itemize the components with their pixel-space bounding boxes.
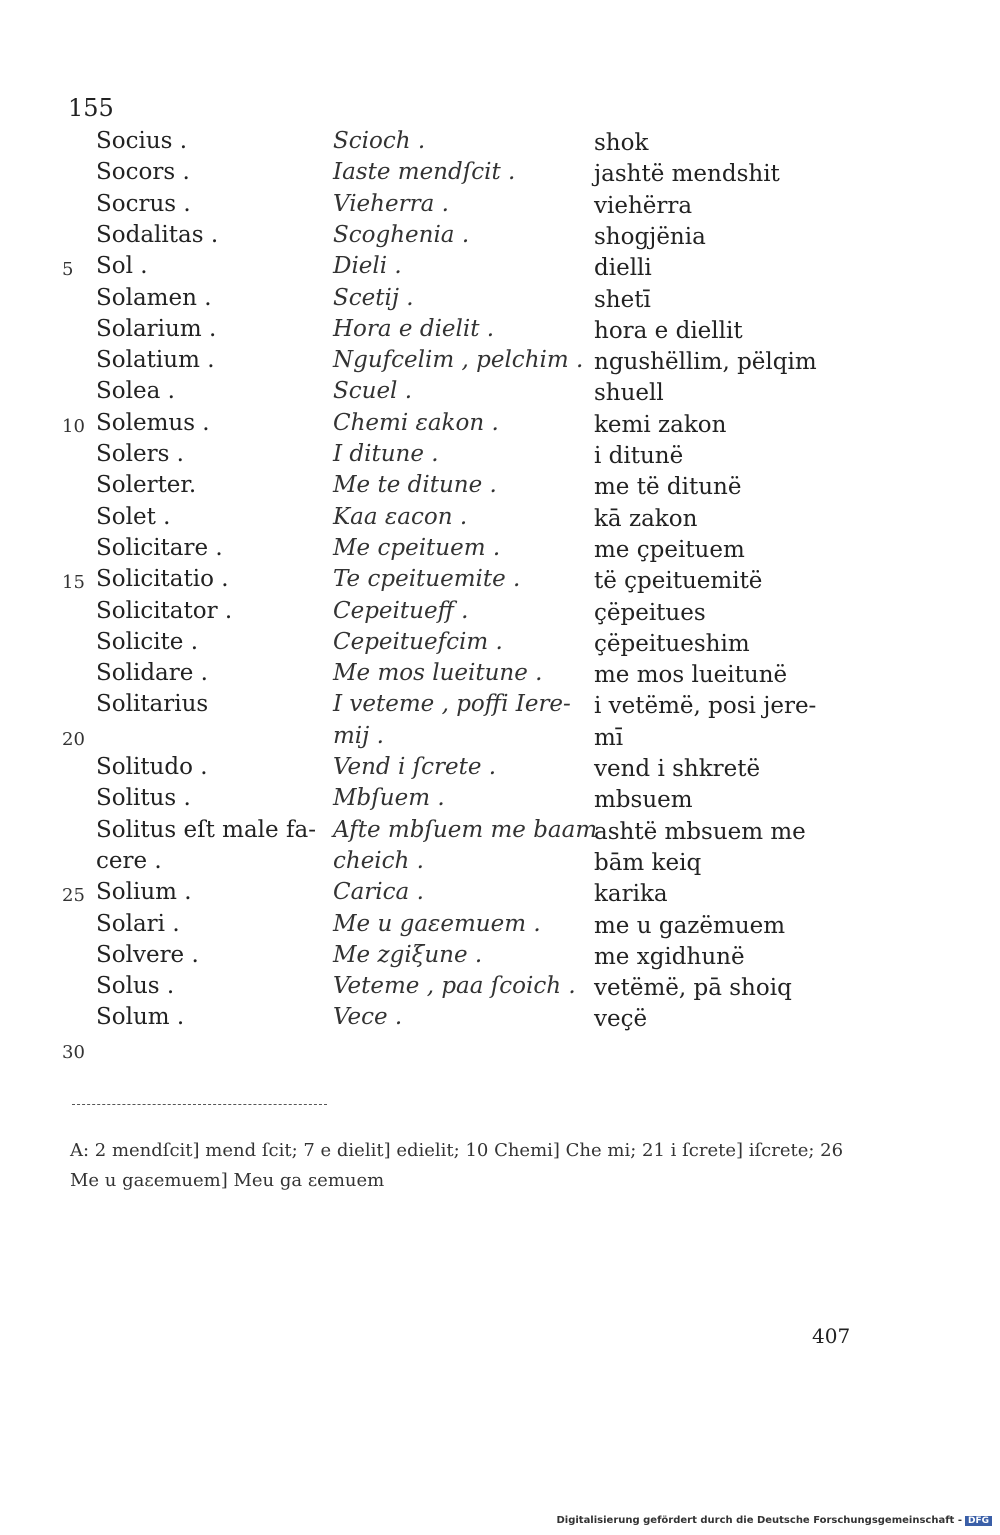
- table-row: [0, 253, 1000, 285]
- table-row: [0, 285, 1000, 317]
- line-number: 20: [62, 728, 85, 750]
- dfg-logo: DFG: [965, 1516, 992, 1526]
- page-header-number: 155: [68, 94, 114, 122]
- old-albanian-term: I veteme , poffi Iere-: [333, 691, 571, 718]
- modern-albanian-term: veçë: [594, 1006, 648, 1033]
- line-number: 15: [62, 572, 85, 594]
- latin-term: Solicite .: [96, 628, 199, 655]
- latin-term: Solatium .: [96, 347, 215, 374]
- modern-albanian-term: shogjënia: [594, 223, 706, 250]
- latin-term: Socrus .: [96, 190, 191, 217]
- latin-term: Solitarius: [96, 691, 209, 718]
- modern-albanian-term: i vetëmë, posi jere-: [594, 693, 817, 720]
- table-row: [0, 316, 1000, 348]
- table-row: [0, 347, 1000, 379]
- table-row: [0, 566, 1000, 598]
- table-row: [0, 128, 1000, 160]
- old-albanian-term: Iaste mendſcit .: [333, 159, 516, 186]
- table-row: [0, 191, 1000, 223]
- table-row: [0, 159, 1000, 191]
- modern-albanian-term: çëpeitues: [594, 599, 706, 626]
- page-number: 407: [812, 1324, 851, 1348]
- old-albanian-term: cheich .: [333, 847, 424, 874]
- latin-term: Solitus .: [96, 785, 191, 812]
- table-row: [0, 848, 1000, 880]
- old-albanian-term: I ditune .: [333, 441, 439, 467]
- latin-term: Solet .: [96, 503, 171, 530]
- modern-albanian-term: hora e diellit: [594, 317, 743, 344]
- table-row: [0, 535, 1000, 567]
- table-row: [0, 660, 1000, 692]
- modern-albanian-term: ashtë mbsuem me: [594, 818, 806, 845]
- modern-albanian-term: me mos lueitunë: [594, 662, 788, 689]
- old-albanian-term: Scioch .: [333, 128, 426, 154]
- old-albanian-term: Cepeitueff .: [333, 597, 469, 624]
- line-number: 25: [62, 885, 85, 907]
- modern-albanian-term: mbsuem: [594, 787, 693, 814]
- old-albanian-term: Te cpeituemite .: [333, 566, 521, 593]
- old-albanian-term: Scuel .: [333, 378, 413, 405]
- latin-term: cere .: [96, 847, 162, 874]
- latin-term: Socors .: [96, 159, 190, 186]
- modern-albanian-term: ngushëllim, pëlqim: [594, 349, 817, 376]
- latin-term: Solvere .: [96, 941, 199, 968]
- latin-term: Sodalitas .: [96, 221, 219, 248]
- modern-albanian-term: vend i shkretë: [594, 756, 761, 782]
- modern-albanian-term: i ditunë: [594, 443, 684, 469]
- table-row: [0, 754, 1000, 786]
- modern-albanian-term: bām keiq: [594, 849, 702, 876]
- old-albanian-term: Me mos lueitune .: [333, 660, 543, 687]
- modern-albanian-term: kā zakon: [594, 505, 698, 532]
- line-number: 10: [62, 415, 85, 437]
- old-albanian-term: Vend i ſcrete .: [333, 754, 497, 780]
- table-row: [0, 1036, 1000, 1068]
- old-albanian-term: Scoghenia .: [333, 221, 470, 248]
- modern-albanian-term: me xgidhunë: [594, 943, 745, 970]
- modern-albanian-term: karika: [594, 881, 668, 908]
- table-row: [0, 785, 1000, 817]
- credit-text: Digitalisierung gefördert durch die Deutsche Forschungsgemeinschaft -: [556, 1515, 962, 1526]
- line-number: 30: [62, 1041, 85, 1063]
- latin-term: Solemus .: [96, 409, 210, 436]
- modern-albanian-term: me të ditunë: [594, 474, 742, 501]
- modern-albanian-term: shok: [594, 130, 649, 156]
- latin-term: Socius .: [96, 128, 188, 154]
- table-row: [0, 817, 1000, 849]
- table-row: [0, 691, 1000, 723]
- old-albanian-term: Me te ditune .: [333, 472, 497, 499]
- latin-term: Solea .: [96, 378, 175, 405]
- modern-albanian-term: shuell: [594, 380, 664, 407]
- latin-term: Sol .: [96, 253, 148, 280]
- table-row: [0, 879, 1000, 911]
- old-albanian-term: Mbſuem .: [333, 785, 445, 812]
- table-row: [0, 629, 1000, 661]
- table-row: [0, 441, 1000, 473]
- latin-term: Solitudo .: [96, 754, 208, 780]
- latin-term: Solidare .: [96, 660, 208, 687]
- latin-term: Solus .: [96, 973, 175, 1000]
- table-row: [0, 942, 1000, 974]
- old-albanian-term: Me zgiξune .: [333, 941, 483, 968]
- footnote-apparatus: A: 2 mendſcit] mend ſcit; 7 e dielit] edielit; 10 Chemi] Che mi; 21 i ſcrete] iſcrete; 26 Me u gaεemuem] Meu ga εemuem: [70, 1140, 844, 1191]
- latin-term: Solamen .: [96, 284, 212, 311]
- modern-albanian-term: viehërra: [594, 192, 693, 219]
- latin-term: Solium .: [96, 879, 192, 906]
- table-row: [0, 911, 1000, 943]
- latin-term: Solicitatio .: [96, 566, 229, 593]
- modern-albanian-term: me çpeituem: [594, 536, 745, 563]
- modern-albanian-term: dielli: [594, 255, 652, 282]
- latin-term: Solari .: [96, 910, 180, 937]
- old-albanian-term: Kaa εacon .: [333, 503, 468, 530]
- table-row: [0, 222, 1000, 254]
- latin-term: Solarium .: [96, 315, 217, 342]
- table-row: [0, 410, 1000, 442]
- modern-albanian-term: çëpeitueshim: [594, 630, 750, 657]
- old-albanian-term: Chemi εakon .: [333, 409, 499, 436]
- modern-albanian-term: kemi zakon: [594, 411, 727, 438]
- modern-albanian-term: jashtë mendshit: [594, 161, 780, 188]
- latin-term: Solum .: [96, 1004, 185, 1031]
- old-albanian-term: Vieherra .: [333, 190, 449, 217]
- modern-albanian-term: mī: [594, 724, 624, 751]
- old-albanian-term: Afte mbſuem me baam: [333, 816, 598, 843]
- latin-term: Solers .: [96, 441, 184, 467]
- table-row: [0, 378, 1000, 410]
- table-row: [0, 973, 1000, 1005]
- table-row: [0, 504, 1000, 536]
- modern-albanian-term: shetī: [594, 286, 651, 313]
- old-albanian-term: Dieli .: [333, 253, 402, 280]
- table-row: [0, 472, 1000, 504]
- table-row: [0, 598, 1000, 630]
- footnote-separator: [72, 1104, 327, 1105]
- modern-albanian-term: me u gazëmuem: [594, 912, 786, 939]
- old-albanian-term: Veteme , paa ſcoich .: [333, 973, 576, 1000]
- old-albanian-term: Me u gaεemuem .: [333, 910, 541, 937]
- latin-term: Solicitator .: [96, 597, 233, 624]
- modern-albanian-term: vetëmë, pā shoiq: [594, 975, 792, 1002]
- digitization-credit: [556, 1515, 992, 1526]
- table-row: [0, 723, 1000, 755]
- old-albanian-term: Vece .: [333, 1004, 403, 1031]
- old-albanian-term: mij .: [333, 722, 384, 749]
- latin-term: Solicitare .: [96, 534, 223, 561]
- line-number: 5: [62, 259, 74, 281]
- latin-term: Solerter.: [96, 472, 197, 499]
- old-albanian-term: Ngufcelim , pelchim .: [333, 347, 584, 374]
- modern-albanian-term: të çpeituemitë: [594, 568, 763, 595]
- old-albanian-term: Me cpeituem .: [333, 534, 501, 561]
- old-albanian-term: Carica .: [333, 879, 424, 906]
- latin-term: Solitus eſt male fa-: [96, 816, 316, 843]
- table-row: [0, 1004, 1000, 1036]
- old-albanian-term: Scetij .: [333, 284, 414, 311]
- old-albanian-term: Hora e dielit .: [333, 315, 495, 342]
- old-albanian-term: Cepeituefcim .: [333, 628, 503, 655]
